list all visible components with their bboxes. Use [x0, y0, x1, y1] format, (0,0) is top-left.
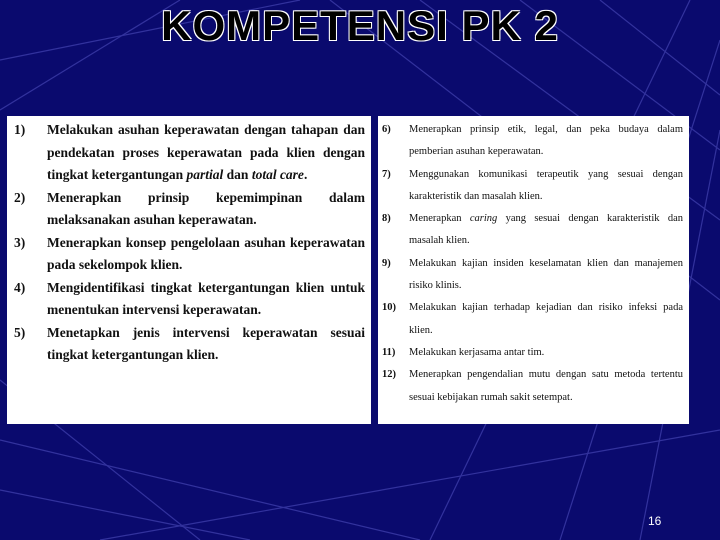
item-text: Menggunakan komunikasi terapeutik yang sesuai dengan karakteristik dan masalah klien. [409, 168, 683, 202]
item-text: Menerapkan caring yang sesuai dengan karakteristik dan masalah klien. [409, 213, 683, 247]
item-number: 2) [14, 189, 26, 205]
item-text: Menerapkan konsep pengelolaan asuhan keperawatan pada sekelompok klien. [47, 234, 365, 272]
list-item [14, 119, 365, 187]
page-number: 16 [648, 514, 662, 528]
item-text: Menerapkan prinsip etik, legal, dan peka budaya dalam pemberian asuhan keperawatan. [409, 124, 683, 158]
list-item [382, 164, 683, 209]
slide-title: KOMPETENSI PK 2 [161, 2, 559, 49]
item-number: 12) [382, 369, 396, 381]
list-item [382, 364, 683, 409]
item-number: 7) [382, 168, 391, 180]
item-text: Menerapkan prinsip kepemimpinan dalam melaksanakan asuhan keperawatan. [47, 189, 365, 227]
list-item [382, 297, 683, 342]
item-number: 6) [382, 124, 391, 135]
item-number: 5) [14, 324, 26, 340]
item-number: 10) [382, 302, 396, 314]
competency-list-left [7, 116, 371, 424]
item-number: 3) [14, 234, 26, 250]
item-text: Melakukan kerjasama antar tim. [409, 346, 545, 358]
item-text: Menetapkan jenis intervensi keperawatan sesuai tingkat ketergantungan klien. [47, 324, 365, 362]
item-number: 4) [14, 279, 26, 295]
item-text: Melakukan kajian terhadap kejadian dan risiko infeksi pada klien. [409, 302, 683, 336]
list-item [382, 119, 683, 164]
item-number: 9) [382, 257, 391, 269]
item-number: 1) [14, 122, 26, 137]
competency-list-right [378, 116, 689, 424]
item-text: Menerapkan pengendalian mutu dengan satu metoda tertentu sesuai kebijakan rumah sakit setempat. [409, 369, 683, 403]
item-text: Mengidentifikasi tingkat ketergantungan klien untuk menentukan intervensi keperawatan. [47, 279, 365, 317]
list-item [382, 342, 683, 364]
list-item [14, 322, 365, 367]
item-text: Melakukan asuhan keperawatan dengan tahapan dan pendekatan proses keperawatan pada klien dengan tingkat ketergantungan partial dan total care. [47, 122, 365, 182]
item-number: 11) [382, 346, 396, 358]
list-item [14, 187, 365, 232]
list-item [14, 277, 365, 322]
list-item [382, 253, 683, 298]
list-item [382, 208, 683, 253]
item-text: Melakukan kajian insiden keselamatan klien dan manajemen risiko klinis. [409, 257, 683, 292]
item-number: 8) [382, 213, 391, 225]
list-item [14, 232, 365, 277]
